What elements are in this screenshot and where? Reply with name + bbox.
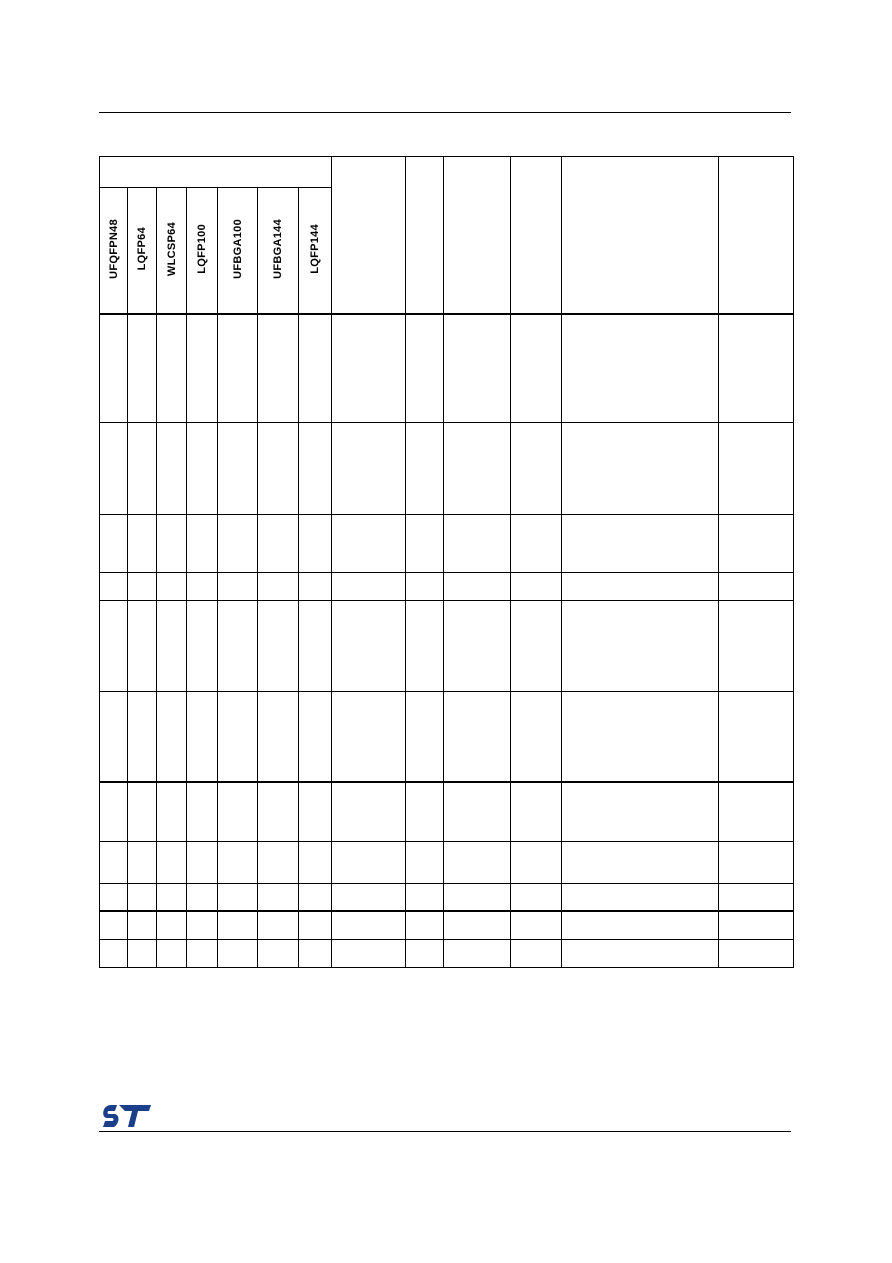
package-header: LQFP64 — [128, 188, 157, 315]
table-row — [100, 939, 794, 967]
footer-rule — [99, 1131, 791, 1132]
table-row — [100, 422, 794, 514]
column-header-additional-functions — [719, 157, 794, 315]
table-row — [100, 883, 794, 911]
package-header: UFBGA100 — [218, 188, 258, 315]
package-header: LQFP144 — [299, 188, 332, 315]
table-row — [100, 691, 794, 782]
table-row — [100, 841, 794, 883]
package-header: LQFP100 — [187, 188, 218, 315]
package-group-header — [100, 157, 332, 188]
column-header-pin-name — [332, 157, 406, 315]
table-header-row — [100, 157, 794, 188]
header-rule — [99, 112, 791, 113]
column-header-pin-type — [406, 157, 444, 315]
table-row — [100, 911, 794, 939]
pin-description-table — [99, 156, 794, 968]
column-header-alternate-functions — [562, 157, 719, 315]
table-row — [100, 600, 794, 691]
table-row — [100, 572, 794, 600]
package-header: WLCSP64 — [157, 188, 187, 315]
column-header-notes — [511, 157, 562, 315]
package-header: UFQFPN48 — [100, 188, 128, 315]
table-row — [100, 782, 794, 841]
table-row — [100, 514, 794, 572]
column-header-io-structure — [444, 157, 511, 315]
package-header: UFBGA144 — [258, 188, 299, 315]
table-row — [100, 314, 794, 422]
st-logo — [103, 1103, 153, 1129]
